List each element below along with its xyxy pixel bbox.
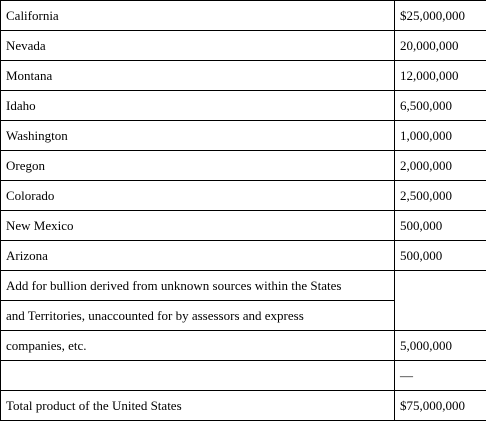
table-row: [1, 211, 486, 241]
state-cell: Nevada: [1, 31, 395, 61]
amount-cell: 12,000,000: [395, 61, 486, 91]
bullion-amount-cell: 5,000,000: [395, 331, 486, 361]
bullion-text-line2: and Territories, unaccounted for by assessors and express: [1, 301, 395, 331]
state-cell: Idaho: [1, 91, 395, 121]
bullion-row-line1: [1, 271, 486, 301]
table-row: [1, 1, 486, 31]
amount-cell: 20,000,000: [395, 31, 486, 61]
table-row: [1, 241, 486, 271]
amount-cell: 500,000: [395, 211, 486, 241]
state-cell: Oregon: [1, 151, 395, 181]
rule-dash: —: [400, 367, 413, 383]
bullion-row-line3: [1, 331, 486, 361]
total-amount: $75,000,000: [395, 391, 486, 421]
state-cell: New Mexico: [1, 211, 395, 241]
rule-blank-cell: [1, 361, 395, 391]
total-row: [1, 391, 486, 421]
table-row: [1, 31, 486, 61]
bullion-text-line3: companies, etc.: [1, 331, 395, 361]
state-cell: Colorado: [1, 181, 395, 211]
state-cell: Montana: [1, 61, 395, 91]
state-cell: Washington: [1, 121, 395, 151]
table-row: [1, 91, 486, 121]
amount-cell: 500,000: [395, 241, 486, 271]
bullion-text-line1: Add for bullion derived from unknown sources within the States: [1, 271, 395, 301]
amount-cell: 1,000,000: [395, 121, 486, 151]
rule-dash-cell: [395, 361, 486, 391]
state-cell: California: [1, 1, 395, 31]
amount-cell: 2,000,000: [395, 151, 486, 181]
table-row: [1, 121, 486, 151]
table-row: [1, 181, 486, 211]
amount-cell: 2,500,000: [395, 181, 486, 211]
rule-row: [1, 361, 486, 391]
amount-cell: 6,500,000: [395, 91, 486, 121]
total-label: Total product of the United States: [1, 391, 395, 421]
amount-cell: $25,000,000: [395, 1, 486, 31]
state-cell: Arizona: [1, 241, 395, 271]
bullion-amount-blank: [395, 271, 486, 331]
table-row: [1, 151, 486, 181]
table-row: [1, 61, 486, 91]
